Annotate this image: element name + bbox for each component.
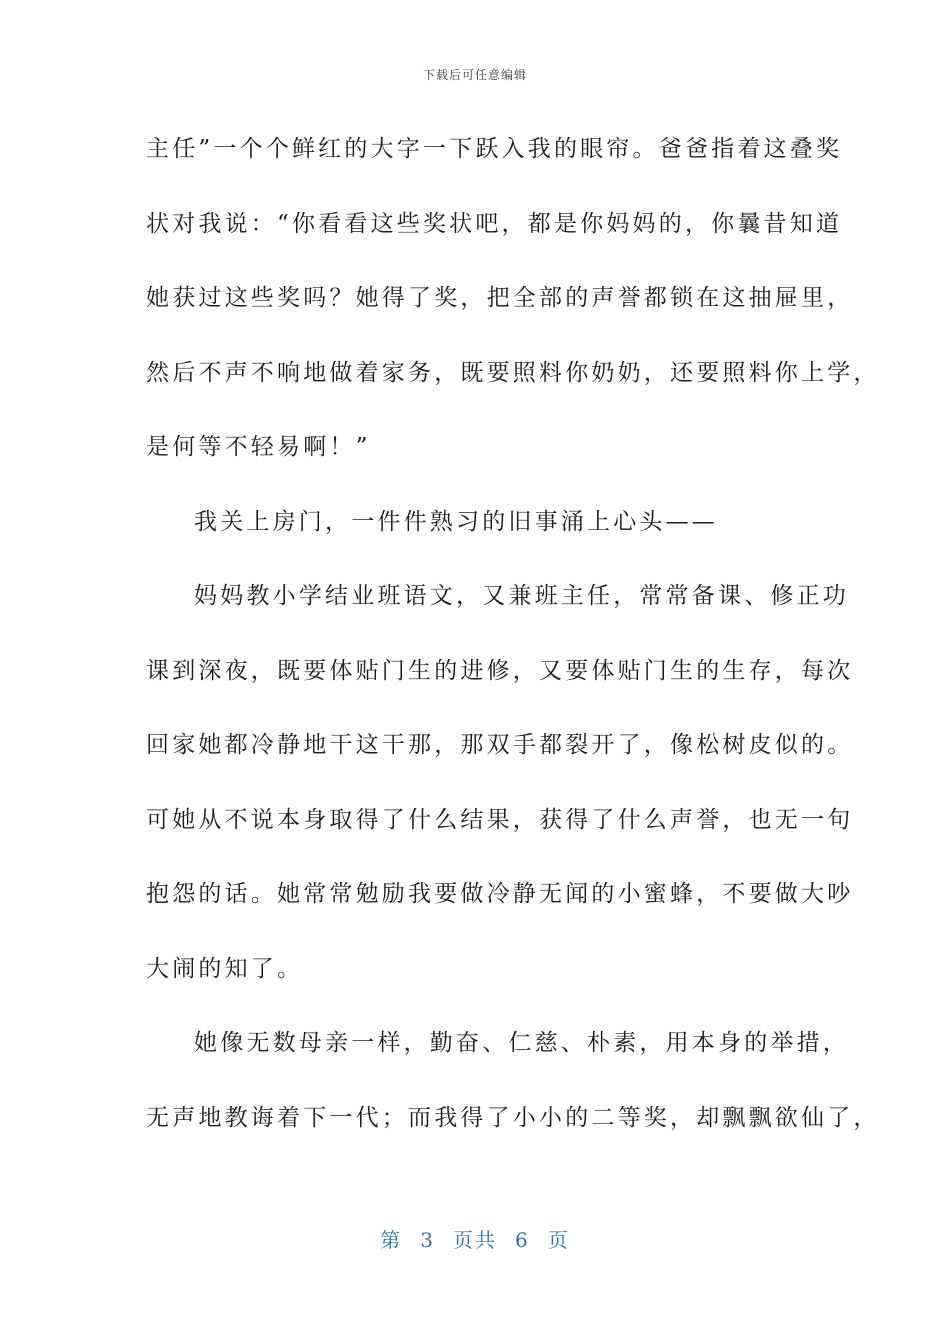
document-body [146, 112, 880, 1155]
page-header: 下载后可任意编辑 [422, 68, 527, 82]
text-line: 可她从不说本身取得了什么结果，获得了什么声誉，也无一句 [146, 806, 854, 833]
page-footer [0, 1224, 950, 1253]
paragraph-start-line: 我关上房门，一件件熟习的旧事涌上心头—— [194, 508, 718, 535]
text-line: 抱怨的话。她常常勉励我要做冷静无闻的小蜜蜂，不要做大吵 [146, 881, 854, 907]
page-label-pre: 第 [380, 1228, 403, 1252]
paragraph-start-line: 妈妈教小学结业班语文，又兼班主任，常常备课、修正功 [194, 583, 849, 609]
text-line: 主任”一个个鲜红的大字一下跃入我的眼帘。爸爸指着这叠奖 [146, 136, 843, 162]
text-line: 回家她都冷静地干这干那，那双手都裂开了，像松树皮似的。 [146, 732, 854, 758]
page-label-mid: 页共 [453, 1228, 497, 1252]
text-line: 课到深夜，既要体贴门生的进修，又要体贴门生的生存，每次 [146, 657, 854, 684]
text-line: 是何等不轻易啊！” [146, 434, 371, 460]
text-line: 状对我说：“你看看这些奖状吧，都是你妈妈的，你曩昔知道 [146, 210, 843, 237]
text-line: 她获过这些奖吗？她得了奖，把全部的声誉都锁在这抽屉里， [146, 285, 854, 311]
page-label-post: 页 [547, 1228, 570, 1252]
page-current-number: 3 [420, 1228, 435, 1252]
page-total-number: 6 [515, 1228, 530, 1252]
paragraph-start-line: 她像无数母亲一样，勤奋、仁慈、朴素，用本身的举措， [194, 1030, 849, 1056]
text-line: 无声地教诲着下一代；而我得了小小的二等奖，却飘飘欲仙了， [146, 1104, 880, 1131]
text-line: 然后不声不响地做着家务，既要照料你奶奶，还要照料你上学， [146, 359, 880, 386]
text-line: 大闹的知了。 [146, 955, 304, 982]
